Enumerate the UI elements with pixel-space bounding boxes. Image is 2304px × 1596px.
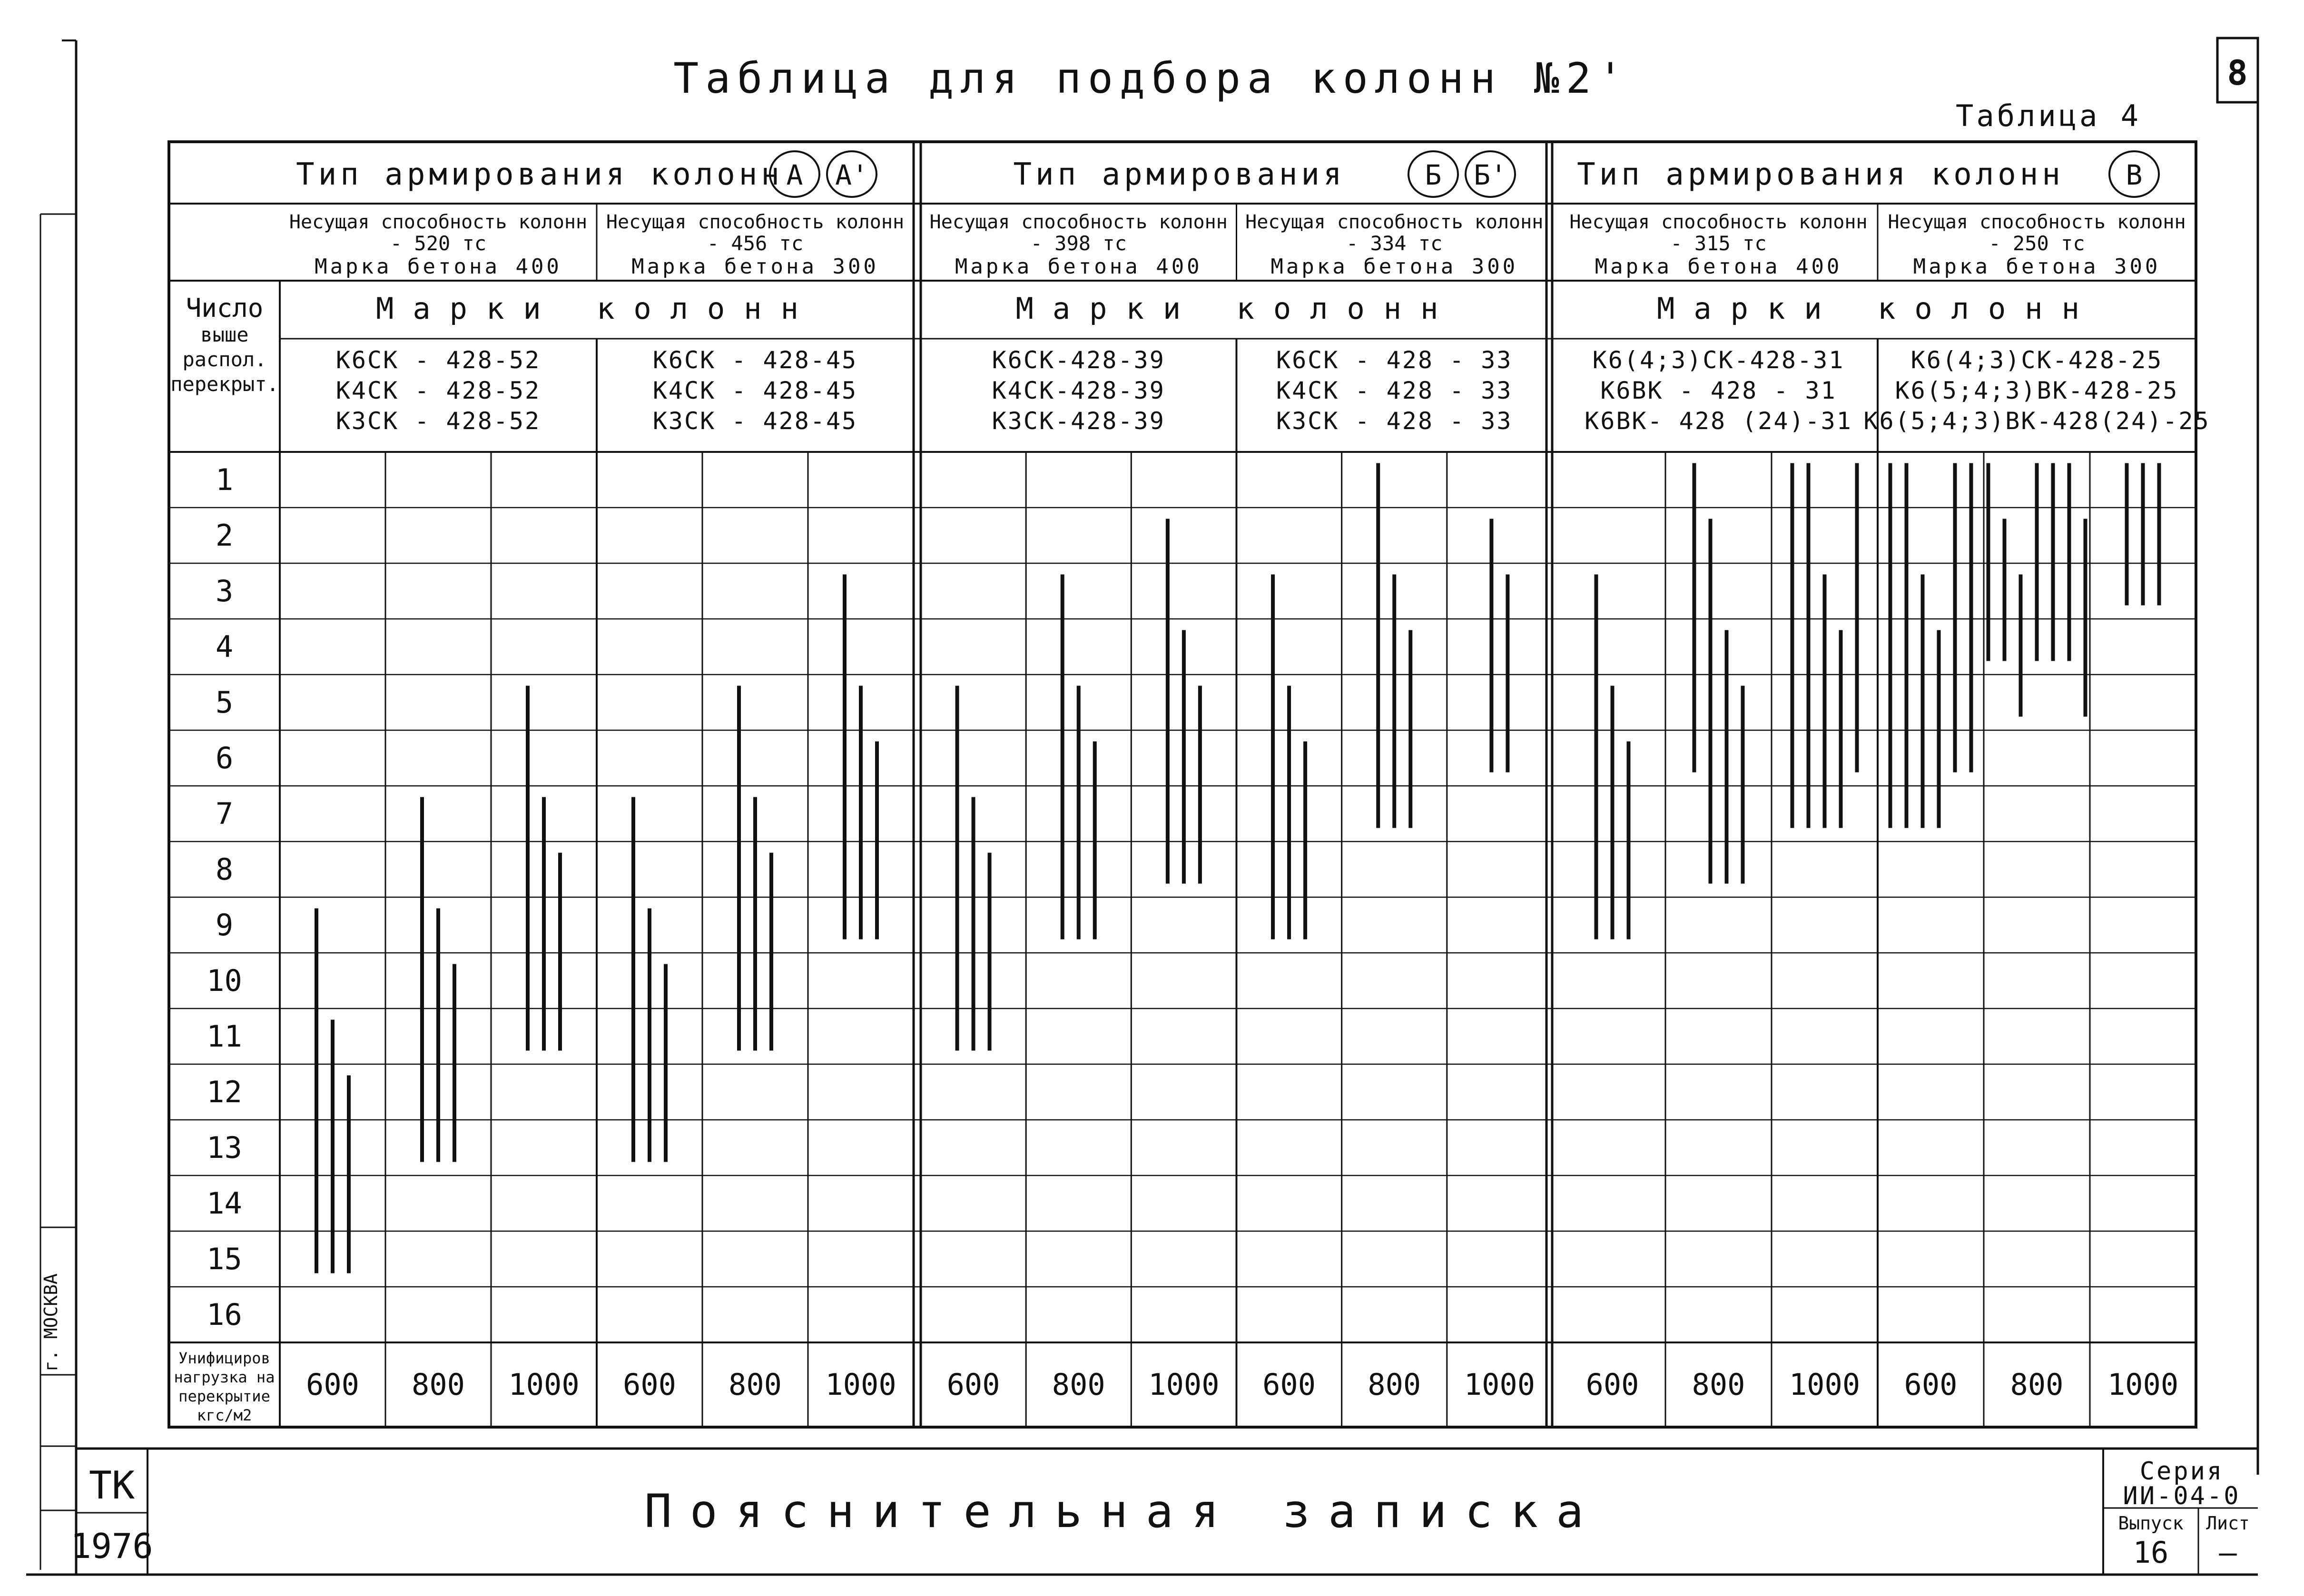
- column-mark: К3СК - 428-45: [652, 407, 858, 435]
- concrete-grade: Марка бетона 400: [315, 255, 562, 279]
- column-mark: К6(4;3)СК-428-25: [1910, 346, 2163, 374]
- capacity-value: - 334 тс: [1346, 232, 1443, 255]
- floor-number: 15: [207, 1242, 242, 1276]
- concrete-grade: Марка бетона 300: [1270, 255, 1518, 279]
- column-mark: К4СК - 428-45: [652, 377, 858, 404]
- page-number: 8: [2227, 53, 2248, 93]
- load-value: 1000: [508, 1367, 580, 1402]
- load-value: 1000: [1148, 1367, 1220, 1402]
- group-header: Тип армирования: [1013, 157, 1346, 192]
- load-label-line: кгс/м2: [197, 1406, 252, 1424]
- page-title: Таблица для подбора колонн №2': [673, 54, 1630, 103]
- group-header: Тип армирования колонн: [296, 157, 783, 192]
- issue-number: 16: [2133, 1535, 2169, 1570]
- concrete-grade: Марка бетона 400: [955, 255, 1202, 279]
- column-mark: К6(4;3)СК-428-31: [1592, 346, 1845, 374]
- load-value: 1000: [1789, 1367, 1861, 1402]
- rows-header-line: перекрыт.: [170, 372, 279, 396]
- reinforcement-type: Б: [1425, 159, 1442, 191]
- floor-number: 2: [215, 518, 234, 553]
- floor-number: 7: [215, 796, 234, 831]
- column-mark: К6СК - 428-52: [335, 346, 541, 374]
- series-label: Серия: [2139, 1457, 2224, 1486]
- column-mark: К3СК - 428-52: [335, 407, 541, 435]
- marks-header: Марки колонн: [1015, 291, 1457, 326]
- marks-header: Марки колонн: [1657, 291, 2098, 326]
- concrete-grade: Марка бетона 300: [631, 255, 879, 279]
- load-label-line: перекрытие: [178, 1387, 270, 1405]
- load-value: 1000: [2107, 1367, 2179, 1402]
- floor-number: 10: [207, 963, 242, 998]
- load-value: 600: [306, 1367, 359, 1402]
- column-mark: К6СК-428-39: [992, 346, 1165, 374]
- column-mark: К6ВК- 428 (24)-31: [1585, 407, 1852, 435]
- floor-number: 1: [215, 462, 234, 497]
- column-mark: К6СК - 428 - 33: [1276, 346, 1513, 374]
- rows-header-line: распол.: [182, 348, 267, 371]
- load-value: 800: [2010, 1367, 2064, 1402]
- column-selection-table: [169, 142, 2210, 1427]
- tk-label: ТК: [89, 1463, 135, 1508]
- year-label: 1976: [70, 1526, 153, 1566]
- sheet-label: Лист: [2206, 1513, 2250, 1534]
- floor-number: 14: [207, 1186, 242, 1221]
- load-value: 800: [1692, 1367, 1745, 1402]
- rows-header-line: Число: [186, 293, 264, 323]
- table-label: Таблица 4: [1956, 98, 2141, 133]
- load-value: 800: [412, 1367, 465, 1402]
- load-value: 800: [1052, 1367, 1105, 1402]
- sheet-caption: Пояснительная записка: [644, 1485, 1602, 1538]
- reinforcement-type: А': [835, 159, 868, 191]
- load-value: 600: [1904, 1367, 1958, 1402]
- column-mark: К3СК - 428 - 33: [1276, 407, 1513, 435]
- capacity-label: Несущая способность колонн: [289, 211, 588, 233]
- capacity-label: Несущая способность колонн: [1245, 211, 1544, 233]
- group-header: Тип армирования колонн: [1577, 157, 2064, 192]
- load-value: 600: [623, 1367, 676, 1402]
- load-label-line: нагрузка на: [174, 1368, 275, 1386]
- capacity-value: - 398 тс: [1030, 232, 1127, 255]
- sheet-number: –: [2219, 1535, 2237, 1570]
- load-label-line: Унифициров: [178, 1349, 270, 1367]
- capacity-value: - 456 тс: [707, 232, 804, 255]
- floor-number: 9: [215, 908, 234, 942]
- capacity-label: Несущая способность колонн: [929, 211, 1228, 233]
- concrete-grade: Марка бетона 400: [1595, 255, 1842, 279]
- floor-number: 12: [207, 1075, 242, 1109]
- floor-number: 5: [215, 685, 234, 720]
- floor-number: 8: [215, 852, 234, 887]
- rows-header-line: выше: [200, 323, 249, 346]
- capacity-label: Несущая способность колонн: [606, 211, 905, 233]
- column-mark: К6(5;4;3)ВК-428(24)-25: [1863, 407, 2210, 435]
- reinforcement-type: В: [2126, 159, 2143, 191]
- marks-header: Марки колонн: [376, 291, 817, 326]
- column-mark: К4СК - 428-52: [335, 377, 541, 404]
- city-stamp: г. МОСКВА: [40, 1273, 61, 1371]
- capacity-value: - 250 тс: [1989, 232, 2085, 255]
- column-mark: К6ВК - 428 - 31: [1600, 377, 1837, 404]
- series-code: ИИ-04-0: [2123, 1482, 2241, 1510]
- load-value: 600: [1262, 1367, 1316, 1402]
- floor-number: 3: [215, 574, 234, 608]
- reinforcement-type: А: [786, 159, 803, 191]
- column-mark: К6СК - 428-45: [652, 346, 858, 374]
- column-mark: К4СК-428-39: [992, 377, 1165, 404]
- load-value: 1000: [825, 1367, 896, 1402]
- floor-number: 13: [207, 1130, 242, 1165]
- reinforcement-type: Б': [1474, 159, 1507, 191]
- capacity-label: Несущая способность колонн: [1569, 211, 1868, 233]
- floor-number: 16: [207, 1297, 242, 1332]
- load-value: 800: [729, 1367, 782, 1402]
- load-value: 1000: [1464, 1367, 1536, 1402]
- load-value: 600: [1585, 1367, 1639, 1402]
- capacity-value: - 315 тс: [1670, 232, 1767, 255]
- column-mark: К4СК - 428 - 33: [1276, 377, 1513, 404]
- capacity-value: - 520 тс: [390, 232, 487, 255]
- floor-number: 11: [207, 1019, 242, 1054]
- column-mark: К6(5;4;3)ВК-428-25: [1895, 377, 2179, 404]
- load-value: 800: [1368, 1367, 1421, 1402]
- concrete-grade: Марка бетона 300: [1913, 255, 2161, 279]
- issue-label: Выпуск: [2118, 1513, 2184, 1534]
- load-value: 600: [946, 1367, 1000, 1402]
- floor-number: 4: [215, 629, 234, 664]
- floor-number: 6: [215, 741, 234, 775]
- capacity-label: Несущая способность колонн: [1888, 211, 2186, 233]
- column-mark: К3СК-428-39: [992, 407, 1165, 435]
